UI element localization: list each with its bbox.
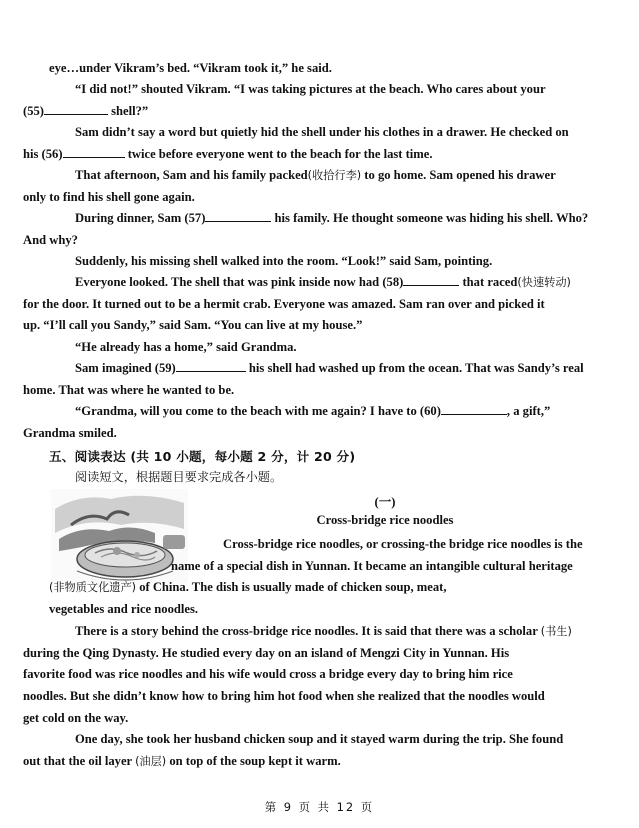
blank-60[interactable]	[441, 402, 507, 415]
story-line: eye…under Vikram’s bed. “Vikram took it,” he said.	[49, 61, 332, 75]
story-paragraph: Suddenly, his missing shell walked into the room. “Look!” said Sam, pointing.	[75, 254, 493, 268]
passage-title: Cross-bridge rice noodles	[316, 513, 454, 527]
story-paragraph: “I did not!” shouted Vikram. “I was taking pictures at the beach. Who cares about your (55) shell?”	[23, 82, 546, 118]
story-paragraph: “He already has a home,” said Grandma.	[75, 340, 297, 354]
story-paragraph: “Grandma, will you come to the beach with me again? I have to (60) , a gift,” Grandma smiled.	[23, 404, 551, 440]
story-paragraph: That afternoon, Sam and his family packed(收拾行李) to go home. Sam opened his drawer only to find his shell gone again.	[23, 168, 556, 204]
blank-55[interactable]	[44, 102, 108, 115]
passage-paragraph: Cross-bridge rice noodles, or crossing-the bridge rice noodles is the name of a special dish in Yunnan. It became an intangible cultural heritage	[171, 537, 583, 573]
passage-paragraph: One day, she took her husband chicken soup and it stayed warm during the trip. She found out that the oil layer (油层) on top of the soup kept it warm.	[23, 732, 564, 768]
passage-paragraph: There is a story behind the cross-bridge rice noodles. It is said that there was a scholar (书生) during the Qing Dynasty. He studied every day on an island of Mengzi City in Yunnan. His favorite food was rice noodles and his wife would cross a bridge every day to bring him rice noodles. But she didn’t know how to bring him hot food when she realized that the noodles would get cold on the way.	[23, 624, 572, 725]
section-instruction: 阅读短文，根据题目要求完成各小题。	[75, 470, 283, 484]
story-paragraph: Sam imagined (59) his shell had washed up from the ocean. That was Sandy’s real home. That was where he wanted to be.	[23, 361, 584, 397]
blank-58[interactable]	[403, 273, 459, 286]
page-footer: 第 9 页 共 12 页	[264, 800, 375, 814]
passage-number: (一)	[374, 495, 396, 509]
story-paragraph: Everyone looked. The shell that was pink inside now had (58) that raced(快速转动) for the door. It turned out to be a hermit crab. Everyone was amazed. Sam ran over and picked it up. “I’ll call you Sandy,” said Sam. “You can live at my house.”	[23, 275, 571, 333]
blank-56[interactable]	[63, 145, 125, 158]
passage-paragraph: (非物质文化遗产) of China. The dish is usually made of chicken soup, meat, vegetables and rice noodles.	[49, 580, 447, 616]
blank-57[interactable]	[205, 209, 271, 222]
story-paragraph: Sam didn’t say a word but quietly hid the shell under his clothes in a drawer. He checked on his (56) twice before everyone went to the beach for the last time.	[23, 125, 569, 161]
story-paragraph: During dinner, Sam (57) his family. He thought someone was hiding his shell. Who? And why?	[23, 211, 589, 247]
blank-59[interactable]	[176, 359, 246, 372]
section-heading: 五、阅读表达 (共 10 小题，每小题 2 分，计 20 分)	[49, 449, 356, 464]
rice-noodles-illustration	[51, 489, 188, 585]
